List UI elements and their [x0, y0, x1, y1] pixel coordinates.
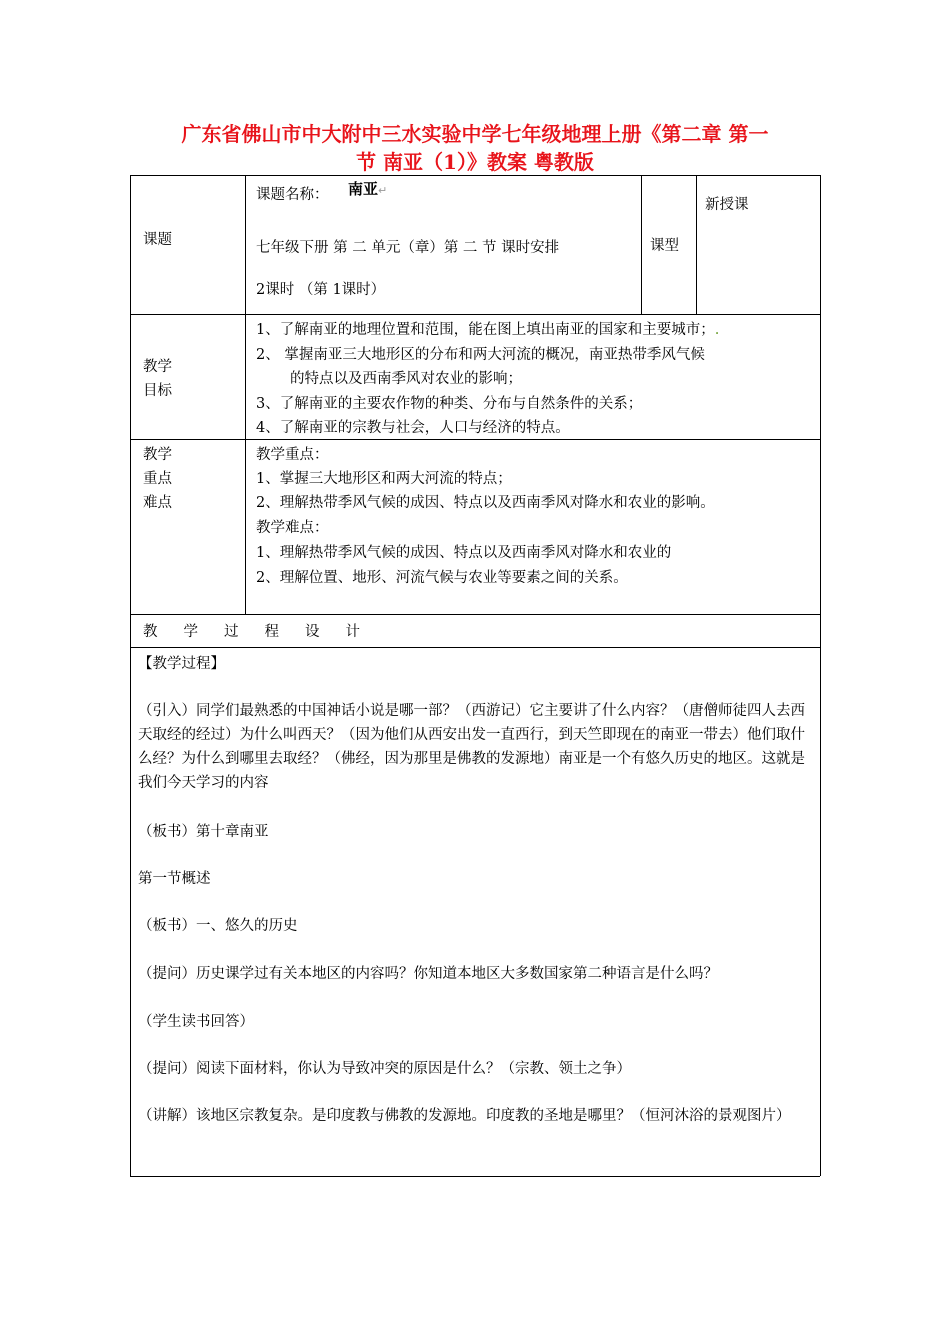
process-intro: （引入）同学们最熟悉的中国神话小说是哪一部？（西游记）它主要讲了什么内容？（唐僧师徒四人去西天取经的经过）为什么叫西天？（因为他们从西安出发一直西行，到天竺即现在的南亚一带去）他们取什么经？为什么到哪里去取经？（佛经，因为那里是佛教的发源地）南亚是一个有悠久历史的地区。这就是我们今天学习的内容: [138, 703, 805, 791]
keypoints-label-1: 教学: [143, 447, 172, 463]
document-title: [120, 120, 830, 176]
type-label: 课型: [650, 238, 679, 254]
schedule-line: 七年级下册 第 二 单元（章）第 二 节 课时安排: [256, 240, 560, 256]
design-heading: 教学过程设计: [143, 624, 386, 640]
keypoint-line-1: 教学重点：: [256, 447, 329, 463]
process-board-2: （板书）一、悠久的历史: [138, 918, 298, 934]
keypoints-label-3: 难点: [143, 495, 172, 511]
goal-end-mark: .: [714, 322, 720, 338]
row-divider-1: [130, 314, 820, 315]
process-heading: 【教学过程】: [138, 656, 225, 672]
table-border-top: [130, 175, 820, 176]
topic-name-value: [348, 179, 426, 201]
process-student: （学生读书回答）: [138, 1014, 254, 1030]
topic-label: 课题: [143, 232, 172, 248]
keypoint-line-3: 2、理解热带季风气候的成因、特点以及西南季风对降水和农业的影响。: [256, 495, 715, 511]
process-explain: （讲解）该地区宗教复杂。是印度教与佛教的发源地。印度教的圣地是哪里？（恒河沐浴的景观图片）: [138, 1108, 791, 1124]
goal-item-1-text: 1、了解南亚的地理位置和范围，能在图上填出南亚的国家和主要城市；: [256, 322, 715, 338]
topic-name-text: 南亚: [348, 180, 379, 198]
process-question-2: （提问）阅读下面材料，你认为导致冲突的原因是什么？（宗教、领土之争）: [138, 1061, 631, 1077]
row-divider-3: [130, 614, 820, 615]
title-line-2: 节 南亚（1）》教案 粤教版: [356, 150, 594, 174]
type-label-divider-right: [696, 175, 697, 314]
goal-item-3: 3、了解南亚的主要农作物的种类、分布与自然条件的关系；: [256, 396, 643, 412]
table-border-bottom: [130, 1176, 820, 1177]
pilcrow-mark: ↵: [378, 184, 388, 197]
process-board-1: （板书）第十章南亚: [138, 824, 269, 840]
process-question-1: （提问）历史课学过有关本地区的内容吗？你知道本地区大多数国家第二种语言是什么吗？: [138, 966, 718, 982]
label-column-divider: [245, 175, 246, 614]
goals-label-2: 目标: [143, 383, 172, 399]
title-line-1: 广东省佛山市中大附中三水实验中学七年级地理上册《第二章 第一: [181, 122, 769, 146]
type-label-divider-left: [641, 175, 642, 314]
keypoint-line-2: 1、掌握三大地形区和两大河流的特点；: [256, 471, 512, 487]
goal-item-2-cont: 的特点以及西南季风对农业的影响；: [290, 371, 522, 387]
table-border-right: [820, 175, 821, 1176]
type-value: 新授课: [705, 197, 749, 213]
keypoint-line-4: 教学难点：: [256, 520, 329, 536]
goal-item-1: [256, 318, 719, 342]
table-border-left: [130, 175, 131, 1176]
keypoint-line-6: 2、理解位置、地形、河流气候与农业等要素之间的关系。: [256, 570, 628, 586]
periods-line: 2课时 （第 1课时）: [256, 282, 386, 298]
keypoint-line-5: 1、理解热带季风气候的成因、特点以及西南季风对降水和农业的: [256, 545, 672, 561]
topic-name-label: 课题名称：: [256, 187, 329, 203]
goal-item-2: 2、 掌握南亚三大地形区的分布和两大河流的概况，南亚热带季风气候: [256, 347, 705, 363]
process-section: 第一节概述: [138, 871, 211, 887]
goal-item-4: 4、了解南亚的宗教与社会，人口与经济的特点。: [256, 420, 570, 436]
row-divider-4: [130, 647, 820, 648]
keypoints-label-2: 重点: [143, 471, 172, 487]
goals-label-1: 教学: [143, 359, 172, 375]
